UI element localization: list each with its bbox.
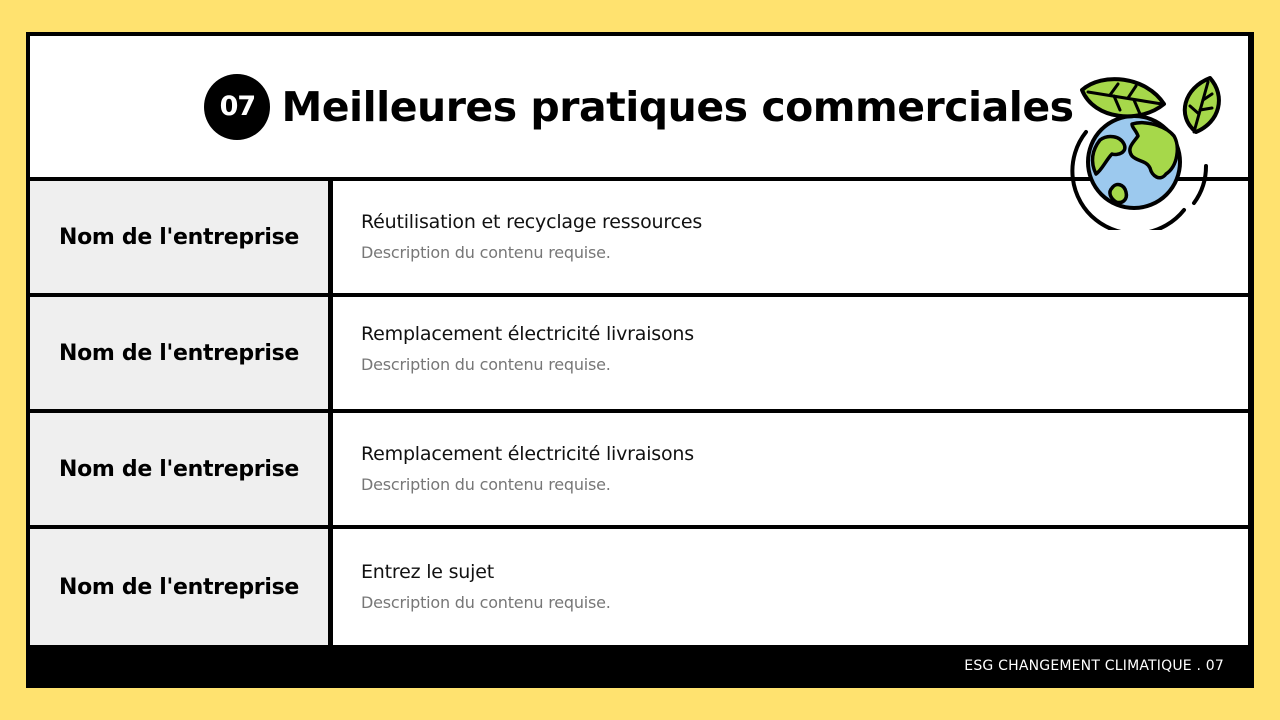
topic-description: Description du contenu requise. — [361, 355, 611, 374]
table-row — [30, 413, 1248, 525]
earth-leaves-icon — [1066, 70, 1226, 230]
topic-title: Remplacement électricité livraisons — [361, 323, 694, 345]
company-name: Nom de l'entreprise — [30, 297, 328, 409]
company-name: Nom de l'entreprise — [30, 413, 328, 525]
company-name: Nom de l'entreprise — [30, 529, 328, 645]
topic-description: Description du contenu requise. — [361, 593, 611, 612]
topic-title: Remplacement électricité livraisons — [361, 443, 694, 465]
company-name: Nom de l'entreprise — [30, 181, 328, 293]
topic-cell — [333, 297, 1248, 409]
topic-title: Entrez le sujet — [361, 561, 494, 583]
number-badge: 07 — [204, 74, 270, 140]
page-title: Meilleures pratiques commerciales — [281, 82, 1074, 131]
topic-description: Description du contenu requise. — [361, 475, 611, 494]
footer-label: ESG CHANGEMENT CLIMATIQUE . 07 — [964, 658, 1224, 674]
topic-cell — [333, 529, 1248, 645]
topic-title: Réutilisation et recyclage ressources — [361, 211, 703, 233]
table-row — [30, 297, 1248, 409]
table-row — [30, 529, 1248, 645]
topic-description: Description du contenu requise. — [361, 243, 611, 262]
topic-cell — [333, 413, 1248, 525]
